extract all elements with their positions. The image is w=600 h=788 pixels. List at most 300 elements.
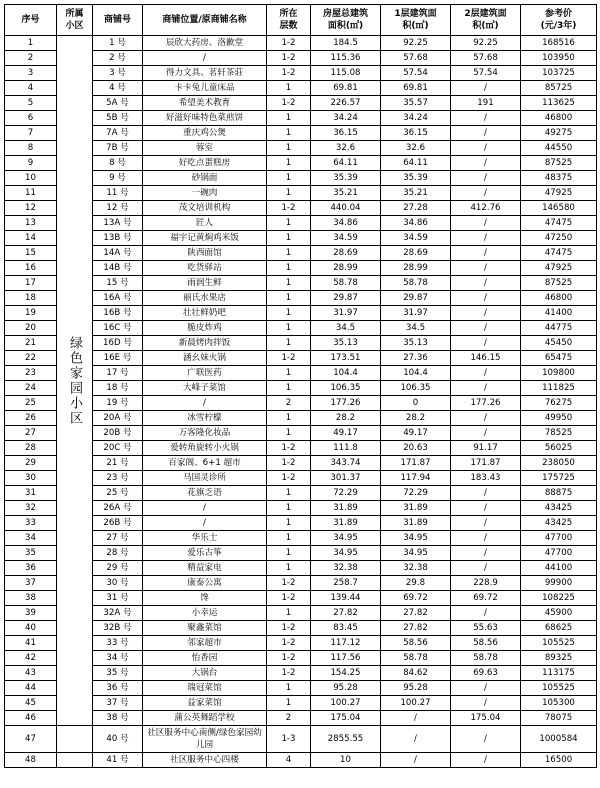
header-seq: 序号 <box>5 5 57 36</box>
cell-total-area: 69.81 <box>311 81 381 96</box>
cell-total-area: 34.24 <box>311 111 381 126</box>
cell-floor1-area: 31.97 <box>381 306 451 321</box>
cell-floor2-area: / <box>451 141 521 156</box>
cell-shop-no: 32B 号 <box>93 621 143 636</box>
cell-price: 76275 <box>521 396 597 411</box>
cell-floors: 1 <box>267 561 311 576</box>
cell-floor1-area: 34.59 <box>381 231 451 246</box>
cell-total-area: 440.04 <box>311 201 381 216</box>
cell-price: 89325 <box>521 651 597 666</box>
cell-floor2-area: 183.43 <box>451 471 521 486</box>
cell-shop-no: 26A 号 <box>93 501 143 516</box>
cell-total-area: 35.13 <box>311 336 381 351</box>
cell-location: 一碗肉 <box>143 186 267 201</box>
table-row <box>5 606 597 621</box>
cell-seq: 9 <box>5 156 57 171</box>
cell-seq: 28 <box>5 441 57 456</box>
cell-floor2-area: / <box>451 336 521 351</box>
cell-total-area: 100.27 <box>311 696 381 711</box>
cell-floor2-area: 57.68 <box>451 51 521 66</box>
cell-seq: 44 <box>5 681 57 696</box>
table-row <box>5 111 597 126</box>
cell-floors: 1 <box>267 366 311 381</box>
cell-floors: 1 <box>267 171 311 186</box>
cell-seq: 26 <box>5 411 57 426</box>
cell-total-area: 34.59 <box>311 231 381 246</box>
cell-floor1-area: 171.87 <box>381 456 451 471</box>
cell-price: 113625 <box>521 96 597 111</box>
table-row <box>5 711 597 726</box>
cell-floors: 1 <box>267 501 311 516</box>
cell-floors: 1 <box>267 216 311 231</box>
cell-shop-no: 16E 号 <box>93 351 143 366</box>
cell-price: 78075 <box>521 711 597 726</box>
cell-shop-no: 14B 号 <box>93 261 143 276</box>
cell-floor1-area: 36.15 <box>381 126 451 141</box>
cell-location: 爱乐古筝 <box>143 546 267 561</box>
cell-price: 87525 <box>521 276 597 291</box>
cell-location: 小幸运 <box>143 606 267 621</box>
cell-floors: 1-2 <box>267 51 311 66</box>
table-row <box>5 576 597 591</box>
cell-shop-no: 11 号 <box>93 186 143 201</box>
cell-total-area: 115.08 <box>311 66 381 81</box>
table-row <box>5 81 597 96</box>
cell-price: 44550 <box>521 141 597 156</box>
cell-floor2-area: / <box>451 516 521 531</box>
cell-location: 瑞冠菜馆 <box>143 681 267 696</box>
cell-floor2-area: / <box>451 696 521 711</box>
table-row <box>5 396 597 411</box>
cell-location: 好吃点蛋糕房 <box>143 156 267 171</box>
cell-floors: 1 <box>267 426 311 441</box>
cell-total-area: 117.12 <box>311 636 381 651</box>
header-floor1-area-line2: 积(㎡) <box>402 21 429 31</box>
cell-shop-no: 30 号 <box>93 576 143 591</box>
table-row <box>5 246 597 261</box>
table-row <box>5 231 597 246</box>
cell-shop-no: 1 号 <box>93 36 143 51</box>
cell-price: 47700 <box>521 531 597 546</box>
cell-price: 87525 <box>521 156 597 171</box>
cell-location: 社区服务中心四楼 <box>143 753 267 768</box>
cell-location: 陕西面馆 <box>143 246 267 261</box>
cell-floors: 1-2 <box>267 666 311 681</box>
cell-floor2-area: / <box>451 501 521 516</box>
cell-floor1-area: 35.21 <box>381 186 451 201</box>
cell-total-area: 31.97 <box>311 306 381 321</box>
cell-price: 49950 <box>521 411 597 426</box>
cell-location: 新晨烤肉拌饭 <box>143 336 267 351</box>
cell-shop-no: 20B 号 <box>93 426 143 441</box>
cell-price: 49275 <box>521 126 597 141</box>
table-row <box>5 381 597 396</box>
cell-price: 47475 <box>521 216 597 231</box>
cell-shop-no: 12 号 <box>93 201 143 216</box>
cell-floor1-area: 49.17 <box>381 426 451 441</box>
cell-price: 47925 <box>521 186 597 201</box>
table-row <box>5 681 597 696</box>
cell-shop-no: 20C 号 <box>93 441 143 456</box>
cell-floor2-area: / <box>451 381 521 396</box>
cell-seq: 30 <box>5 471 57 486</box>
cell-seq: 39 <box>5 606 57 621</box>
cell-floor1-area: 31.89 <box>381 501 451 516</box>
cell-floor1-area: 34.95 <box>381 546 451 561</box>
table-row <box>5 666 597 681</box>
header-community-line2: 小区 <box>65 21 84 31</box>
cell-floor2-area: / <box>451 156 521 171</box>
cell-floors: 1-2 <box>267 201 311 216</box>
cell-price: 47700 <box>521 546 597 561</box>
cell-floors: 1 <box>267 231 311 246</box>
table-row <box>5 141 597 156</box>
cell-shop-no: 13A 号 <box>93 216 143 231</box>
table-row <box>5 36 597 51</box>
cell-floor2-area: / <box>451 171 521 186</box>
cell-location: 雨润生鲜 <box>143 276 267 291</box>
table-row <box>5 561 597 576</box>
header-floor2-area <box>451 5 521 36</box>
cell-seq: 17 <box>5 276 57 291</box>
table-row <box>5 336 597 351</box>
cell-floors: 1 <box>267 336 311 351</box>
table-row <box>5 621 597 636</box>
cell-floor1-area: / <box>381 711 451 726</box>
cell-total-area: 154.25 <box>311 666 381 681</box>
cell-floor2-area: 69.72 <box>451 591 521 606</box>
cell-location: 砂锅面 <box>143 171 267 186</box>
cell-floor2-area: / <box>451 81 521 96</box>
cell-floors: 1-2 <box>267 441 311 456</box>
cell-location: 大峰子菜馆 <box>143 381 267 396</box>
cell-location: 壮壮鲜奶吧 <box>143 306 267 321</box>
cell-seq: 11 <box>5 186 57 201</box>
cell-total-area: 184.5 <box>311 36 381 51</box>
cell-price: 48375 <box>521 171 597 186</box>
cell-floor2-area: 175.04 <box>451 711 521 726</box>
cell-floor1-area: 58.78 <box>381 276 451 291</box>
cell-seq: 47 <box>5 726 57 753</box>
cell-floor1-area: 27.36 <box>381 351 451 366</box>
cell-shop-no: 16A 号 <box>93 291 143 306</box>
table-row <box>5 456 597 471</box>
cell-floors: 1 <box>267 696 311 711</box>
cell-total-area: 72.29 <box>311 486 381 501</box>
cell-seq: 25 <box>5 396 57 411</box>
cell-location: 马国灵诊所 <box>143 471 267 486</box>
cell-floors: 1 <box>267 111 311 126</box>
header-shop-no: 商铺号 <box>93 5 143 36</box>
header-location: 商铺位置/原商铺名称 <box>143 5 267 36</box>
table-row <box>5 201 597 216</box>
cell-total-area: 104.4 <box>311 366 381 381</box>
cell-floor2-area: / <box>451 561 521 576</box>
cell-location: 蒲公英舞蹈学校 <box>143 711 267 726</box>
cell-shop-no: 16D 号 <box>93 336 143 351</box>
cell-floors: 4 <box>267 753 311 768</box>
cell-community: 绿色家园小区 <box>57 36 93 726</box>
cell-floors: 1 <box>267 486 311 501</box>
cell-seq: 19 <box>5 306 57 321</box>
cell-price: 43425 <box>521 516 597 531</box>
table-row <box>5 156 597 171</box>
cell-seq: 40 <box>5 621 57 636</box>
cell-total-area: 31.89 <box>311 501 381 516</box>
cell-total-area: 34.5 <box>311 321 381 336</box>
cell-seq: 32 <box>5 501 57 516</box>
cell-floor2-area: / <box>451 531 521 546</box>
cell-seq: 16 <box>5 261 57 276</box>
cell-floors: 1-2 <box>267 576 311 591</box>
header-floors <box>267 5 311 36</box>
table-row <box>5 426 597 441</box>
cell-total-area: 32.38 <box>311 561 381 576</box>
cell-shop-no: 8 号 <box>93 156 143 171</box>
cell-shop-no: 16B 号 <box>93 306 143 321</box>
header-total-area-line1: 房屋总建筑 <box>322 9 368 19</box>
cell-location: 涵幺妹火锅 <box>143 351 267 366</box>
cell-floor2-area: / <box>451 261 521 276</box>
cell-seq: 22 <box>5 351 57 366</box>
cell-floor1-area: 117.94 <box>381 471 451 486</box>
cell-shop-no: 3 号 <box>93 66 143 81</box>
cell-shop-no: 36 号 <box>93 681 143 696</box>
cell-price: 43425 <box>521 501 597 516</box>
cell-seq: 43 <box>5 666 57 681</box>
cell-floor2-area: / <box>451 231 521 246</box>
table-row <box>5 96 597 111</box>
cell-floors: 1-2 <box>267 36 311 51</box>
cell-total-area: 35.21 <box>311 186 381 201</box>
cell-floor2-area: 146.15 <box>451 351 521 366</box>
cell-price: 88875 <box>521 486 597 501</box>
cell-floors: 1 <box>267 186 311 201</box>
cell-floors: 1 <box>267 306 311 321</box>
cell-shop-no: 25 号 <box>93 486 143 501</box>
cell-floors: 1 <box>267 291 311 306</box>
cell-seq: 24 <box>5 381 57 396</box>
cell-location: 怡香园 <box>143 651 267 666</box>
cell-floor1-area: 28.99 <box>381 261 451 276</box>
cell-floor2-area: 191 <box>451 96 521 111</box>
cell-floor2-area: / <box>451 126 521 141</box>
table-row <box>5 486 597 501</box>
cell-floors: 1-2 <box>267 351 311 366</box>
cell-shop-no: 15 号 <box>93 276 143 291</box>
cell-total-area: 34.95 <box>311 531 381 546</box>
table-row <box>5 171 597 186</box>
table-row <box>5 186 597 201</box>
cell-price: 16500 <box>521 753 597 768</box>
cell-floors: 1-3 <box>267 726 311 753</box>
table-row <box>5 591 597 606</box>
cell-location: 辰欣大药房、洛歉堂 <box>143 36 267 51</box>
cell-shop-no: 31 号 <box>93 591 143 606</box>
cell-total-area: 34.86 <box>311 216 381 231</box>
cell-seq: 4 <box>5 81 57 96</box>
cell-price: 108225 <box>521 591 597 606</box>
cell-total-area: 31.89 <box>311 516 381 531</box>
cell-total-area: 83.45 <box>311 621 381 636</box>
cell-total-area: 258.7 <box>311 576 381 591</box>
cell-floors: 1-2 <box>267 456 311 471</box>
cell-shop-no: 40 号 <box>93 726 143 753</box>
cell-location: 大锅台 <box>143 666 267 681</box>
cell-price: 46800 <box>521 291 597 306</box>
cell-price: 47925 <box>521 261 597 276</box>
cell-seq: 34 <box>5 531 57 546</box>
cell-seq: 46 <box>5 711 57 726</box>
cell-location: 康泰公寓 <box>143 576 267 591</box>
cell-price: 41400 <box>521 306 597 321</box>
cell-price: 99900 <box>521 576 597 591</box>
table-row <box>5 726 597 753</box>
cell-total-area: 36.15 <box>311 126 381 141</box>
cell-price: 68625 <box>521 621 597 636</box>
cell-price: 46800 <box>521 111 597 126</box>
table-row <box>5 531 597 546</box>
cell-floors: 1 <box>267 606 311 621</box>
cell-total-area: 175.04 <box>311 711 381 726</box>
cell-total-area: 29.87 <box>311 291 381 306</box>
cell-total-area: 10 <box>311 753 381 768</box>
cell-price: 105525 <box>521 636 597 651</box>
cell-location: 爱转角旋转小火锅 <box>143 441 267 456</box>
header-row <box>5 5 597 36</box>
table-row <box>5 546 597 561</box>
cell-seq: 31 <box>5 486 57 501</box>
cell-floor2-area: / <box>451 681 521 696</box>
cell-floor2-area: / <box>451 111 521 126</box>
cell-floor2-area: / <box>451 321 521 336</box>
cell-shop-no: 29 号 <box>93 561 143 576</box>
cell-total-area: 226.57 <box>311 96 381 111</box>
cell-floor1-area: 35.13 <box>381 336 451 351</box>
cell-floor1-area: 28.2 <box>381 411 451 426</box>
cell-floors: 1-2 <box>267 636 311 651</box>
cell-floors: 2 <box>267 711 311 726</box>
cell-seq: 5 <box>5 96 57 111</box>
cell-floors: 1-2 <box>267 96 311 111</box>
cell-shop-no: 4 号 <box>93 81 143 96</box>
cell-shop-no: 16C 号 <box>93 321 143 336</box>
cell-total-area: 111.8 <box>311 441 381 456</box>
table-row <box>5 66 597 81</box>
header-floors-line2: 层数 <box>279 21 298 31</box>
cell-total-area: 64.11 <box>311 156 381 171</box>
cell-seq: 21 <box>5 336 57 351</box>
cell-seq: 45 <box>5 696 57 711</box>
cell-shop-no: 21 号 <box>93 456 143 471</box>
cell-shop-no: 18 号 <box>93 381 143 396</box>
cell-floor2-area: 57.54 <box>451 66 521 81</box>
cell-floor1-area: 29.87 <box>381 291 451 306</box>
cell-location: 花旗乏语 <box>143 486 267 501</box>
cell-shop-no: 34 号 <box>93 651 143 666</box>
cell-shop-no: 7A 号 <box>93 126 143 141</box>
cell-floor1-area: 35.39 <box>381 171 451 186</box>
cell-price: 146580 <box>521 201 597 216</box>
table-body <box>5 36 597 768</box>
cell-floor1-area: 100.27 <box>381 696 451 711</box>
cell-seq: 2 <box>5 51 57 66</box>
cell-location: 匠人 <box>143 216 267 231</box>
cell-floor2-area: / <box>451 291 521 306</box>
cell-floor2-area: 171.87 <box>451 456 521 471</box>
header-price-line2: (元/3年) <box>540 21 577 31</box>
cell-seq: 37 <box>5 576 57 591</box>
cell-floors: 1 <box>267 381 311 396</box>
cell-total-area: 343.74 <box>311 456 381 471</box>
cell-floor1-area: 27.82 <box>381 621 451 636</box>
cell-floor2-area: / <box>451 486 521 501</box>
cell-floor2-area: / <box>451 606 521 621</box>
cell-total-area: 139.44 <box>311 591 381 606</box>
table-row <box>5 516 597 531</box>
cell-seq: 33 <box>5 516 57 531</box>
cell-price: 175725 <box>521 471 597 486</box>
cell-floors: 2 <box>267 396 311 411</box>
cell-floors: 1 <box>267 276 311 291</box>
cell-floor1-area: 92.25 <box>381 36 451 51</box>
cell-total-area: 173.51 <box>311 351 381 366</box>
cell-floor1-area: 84.62 <box>381 666 451 681</box>
cell-floor1-area: 34.24 <box>381 111 451 126</box>
cell-shop-no: 27 号 <box>93 531 143 546</box>
cell-shop-no: 41 号 <box>93 753 143 768</box>
cell-floor1-area: 0 <box>381 396 451 411</box>
cell-floor2-area: / <box>451 276 521 291</box>
table-row <box>5 441 597 456</box>
cell-floor1-area: 58.78 <box>381 651 451 666</box>
cell-price: 103950 <box>521 51 597 66</box>
cell-floors: 1-2 <box>267 651 311 666</box>
cell-floors: 1 <box>267 321 311 336</box>
cell-floors: 1 <box>267 411 311 426</box>
cell-seq: 8 <box>5 141 57 156</box>
cell-floors: 1 <box>267 546 311 561</box>
cell-location: 冰雪柠檬 <box>143 411 267 426</box>
cell-location: 广联医药 <box>143 366 267 381</box>
cell-floor1-area: 69.72 <box>381 591 451 606</box>
cell-total-area: 115.36 <box>311 51 381 66</box>
cell-location: 蓉室 <box>143 141 267 156</box>
cell-price: 113175 <box>521 666 597 681</box>
cell-seq: 38 <box>5 591 57 606</box>
cell-seq: 14 <box>5 231 57 246</box>
cell-shop-no: 38 号 <box>93 711 143 726</box>
cell-floor1-area: 34.95 <box>381 531 451 546</box>
cell-location: 益家菜馆 <box>143 696 267 711</box>
cell-seq: 23 <box>5 366 57 381</box>
cell-floor1-area: / <box>381 726 451 753</box>
table-row <box>5 696 597 711</box>
cell-shop-no: 5A 号 <box>93 96 143 111</box>
cell-shop-no: 17 号 <box>93 366 143 381</box>
cell-floor2-area: 69.63 <box>451 666 521 681</box>
table-row <box>5 351 597 366</box>
cell-location: 社区服务中心南侧/绿色家园幼儿园 <box>143 726 267 753</box>
cell-floor2-area: / <box>451 546 521 561</box>
cell-total-area: 28.99 <box>311 261 381 276</box>
cell-price: 238050 <box>521 456 597 471</box>
cell-floor2-area: 58.56 <box>451 636 521 651</box>
header-community <box>57 5 93 36</box>
cell-floors: 1 <box>267 156 311 171</box>
table-row <box>5 216 597 231</box>
cell-location: / <box>143 501 267 516</box>
